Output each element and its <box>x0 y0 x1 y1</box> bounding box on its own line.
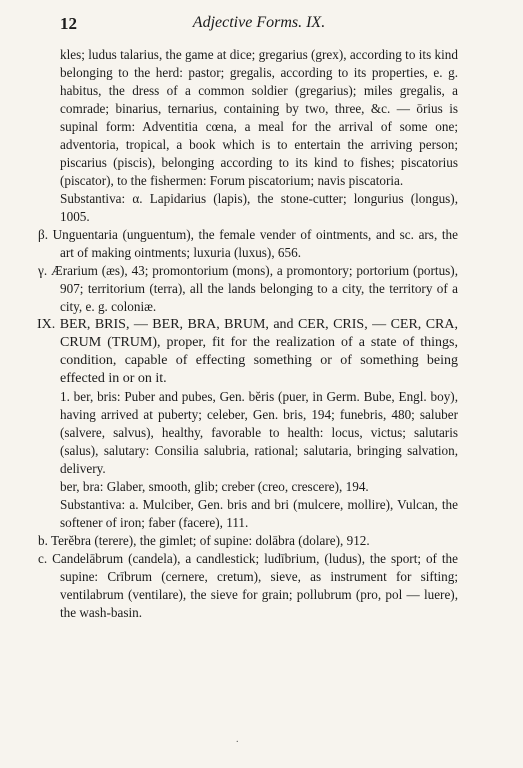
paragraph-substantiva-1: Substantiva: α. Lapidarius (lapis), the stone-cutter; longurius (longus), 1005. <box>60 191 458 224</box>
section-heading-ix: IX. BER, BRIS, — BER, BRA, BRUM, and CER, CRIS, — CER, CRA, CRUM (TRUM), proper, fit for the realization of a state of things, condition, capable of effecting something or of something being effected in or on it. <box>37 317 458 386</box>
running-title: Adjective Forms. IX. <box>192 14 326 31</box>
paragraph-beta: β. Unguentaria (unguentum), the female vender of ointments, and sc. ars, the art of making ointments; luxuria (luxus), 656. <box>38 227 458 260</box>
paragraph-gamma: γ. Ærarium (æs), 43; promontorium (mons), a promontory; portorium (portus), 907; territorium (terra), all the lands belonging to a city, the territory of a city, e. g. coloniæ. <box>38 263 458 314</box>
paragraph-ber-bris: 1. ber, bris: Puber and pubes, Gen. bĕris (puer, in Germ. Bube, Engl. boy), having arrived at puberty; celeber, Gen. bris, 194; funebris, 480; saluber (salvere, salvus), healthy, favorable to health: locus, victus; salutaris (salus), salutary: Consilia salubria, rational; salutaria, bringing salvation, delivery. <box>60 389 458 476</box>
page-number: 12 <box>60 14 77 33</box>
paragraph-1: kles; ludus talarius, the game at dice; gregarius (grex), according to its kind belonging to the herd: pastor; gregalis, according to its properties, e. g. habitus, the dress of a common soldier (gregarius); miles gregalis, a comrade; binarius, ternarius, containing by two, three, &c. — ōrius is supinal form: Adventitia cœna, a meal for the arrival of some one; adventoria, tropical, a book which is to entertain the arriving person; piscarius (piscis), belonging according to its kind to fishes; piscatorius (piscator), to the fishermen: Forum piscatorium; navis piscatoria. <box>60 47 458 188</box>
paragraph-c: c. Candelābrum (candela), a candlestick; ludībrium, (ludus), the sport; of the supine: Crībrum (cernere, cretum), sieve, as instrument for sifting; ventilabrum (ventilare), the sieve for grain; pollubrum (pro, pol — luere), the wash-basin. <box>38 551 458 620</box>
paragraph-substantiva-2: Substantiva: a. Mulciber, Gen. bris and bri (mulcere, mollire), Vulcan, the softener of iron; faber (facere), 111. <box>60 497 458 530</box>
paragraph-b: b. Terĕbra (terere), the gimlet; of supine: dolābra (dolare), 912. <box>38 533 370 548</box>
paragraph-ber-bra: ber, bra: Glaber, smooth, glib; creber (creo, crescere), 194. <box>60 479 369 494</box>
footer-mark: . <box>236 734 239 745</box>
page-body <box>37 46 458 622</box>
page-header <box>60 14 458 36</box>
